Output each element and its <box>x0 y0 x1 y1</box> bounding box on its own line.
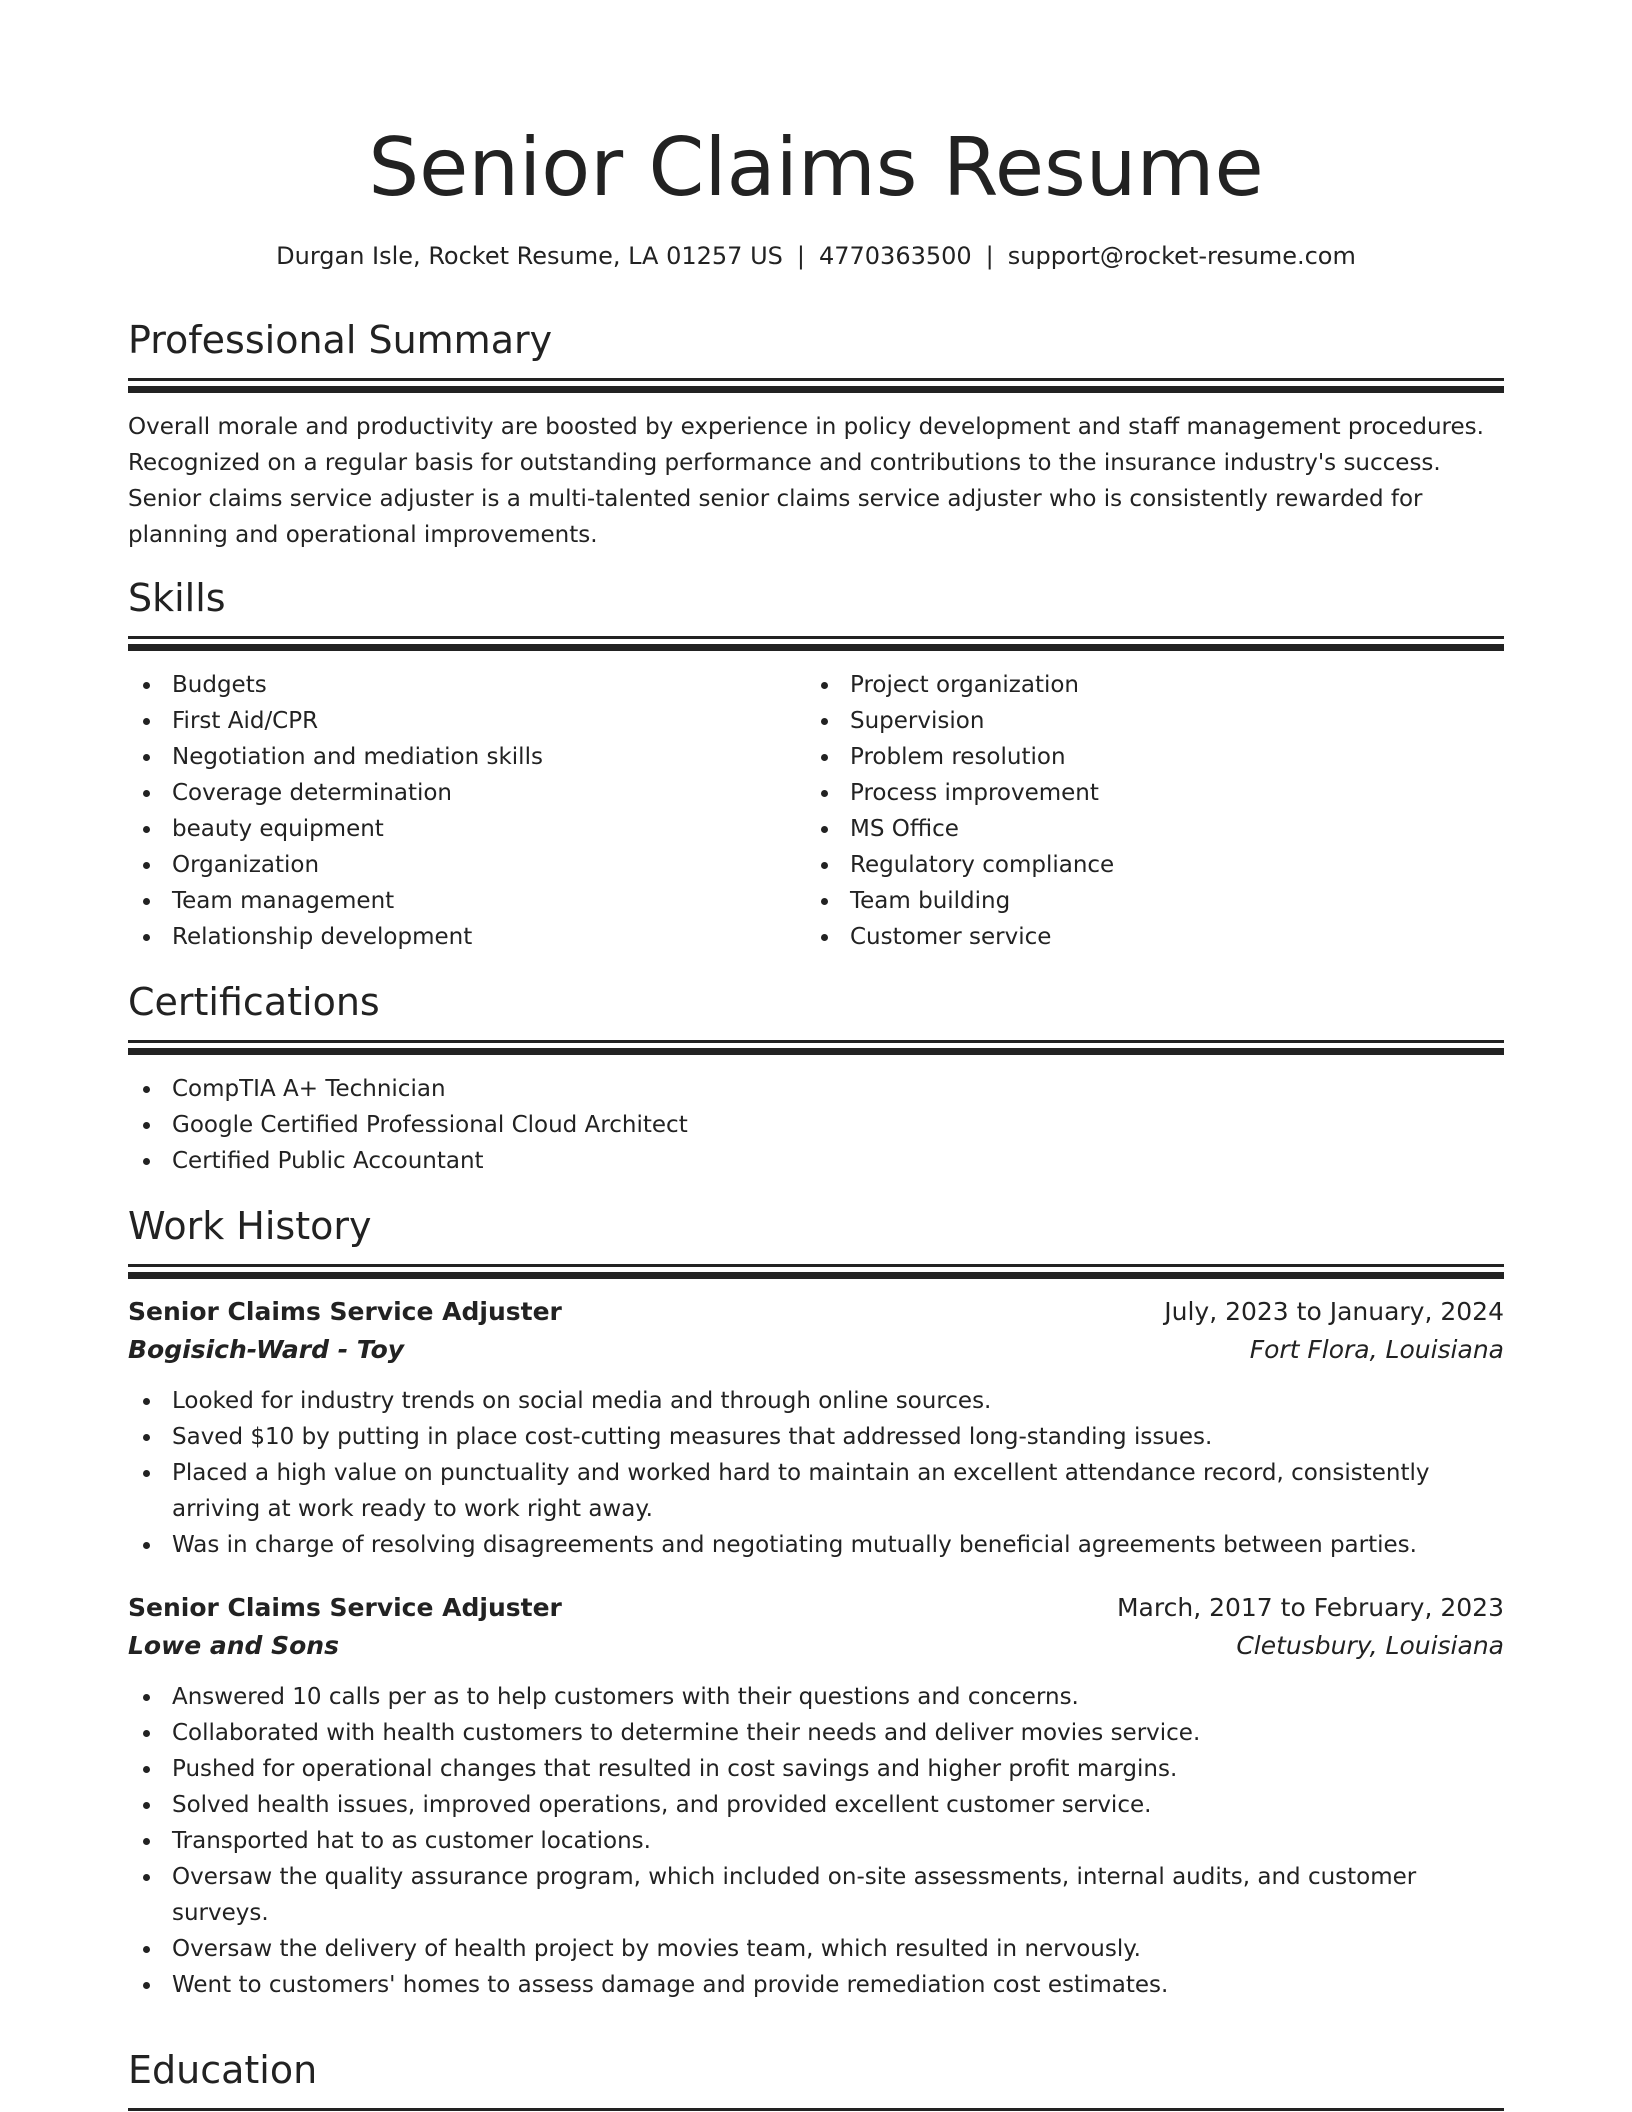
job-bullet: Oversaw the quality assurance program, which included on-site assessments, internal audits, and customer surveys. <box>128 1859 1504 1931</box>
skill-item: Regulatory compliance <box>806 847 1484 883</box>
job-bullet: Transported hat to as customer locations. <box>128 1823 1504 1859</box>
skill-item: Customer service <box>806 919 1484 955</box>
contact-separator: | <box>796 242 805 270</box>
job-location: Cletusbury, Louisiana <box>1236 1631 1504 1660</box>
resume-title: Senior Claims Resume <box>368 121 1264 214</box>
section-rule-thin <box>128 1264 1504 1267</box>
job-bullet: Was in charge of resolving disagreements and negotiating mutually beneficial agreements between parties. <box>128 1527 1504 1563</box>
skill-item: Organization <box>128 847 806 883</box>
section-rule-thin <box>128 2108 1504 2111</box>
certification-item: Google Certified Professional Cloud Architect <box>128 1107 1504 1143</box>
skill-item: Supervision <box>806 703 1484 739</box>
certifications-list <box>128 1071 1504 1179</box>
job-bullet: Collaborated with health customers to determine their needs and deliver movies service. <box>128 1715 1504 1751</box>
job-bullet: Oversaw the delivery of health project by movies team, which resulted in nervously. <box>128 1931 1504 1967</box>
job-dates: March, 2017 to February, 2023 <box>1116 1593 1504 1622</box>
job-company: Bogisich-Ward - Toy <box>128 1335 405 1364</box>
contact-email: support@rocket-resume.com <box>1007 242 1356 270</box>
section-heading: Work History <box>128 1204 372 1248</box>
contact-phone: 4770363500 <box>818 242 972 270</box>
skill-item: Team management <box>128 883 806 919</box>
skills-columns <box>128 667 1504 955</box>
job-bullet: Placed a high value on punctuality and worked hard to maintain an excellent attendance record, consistently arriving at work ready to work right away. <box>128 1455 1504 1527</box>
job-bullets <box>128 1383 1504 1563</box>
job-company: Lowe and Sons <box>128 1631 339 1660</box>
job-bullet: Answered 10 calls per as to help customers with their questions and concerns. <box>128 1679 1504 1715</box>
contact-address: Durgan Isle, Rocket Resume, LA 01257 US <box>276 242 783 270</box>
skill-item: beauty equipment <box>128 811 806 847</box>
job-bullet: Solved health issues, improved operations, and provided excellent customer service. <box>128 1787 1504 1823</box>
skill-item: Problem resolution <box>806 739 1484 775</box>
certification-item: Certified Public Accountant <box>128 1143 1504 1179</box>
job-bullet: Saved $10 by putting in place cost-cutting measures that addressed long-standing issues. <box>128 1419 1504 1455</box>
section-heading: Skills <box>128 576 226 620</box>
skill-item: Project organization <box>806 667 1484 703</box>
section-rule-thin <box>128 378 1504 381</box>
job-header <box>128 1293 1504 1331</box>
job-title: Senior Claims Service Adjuster <box>128 1593 562 1622</box>
certification-item: CompTIA A+ Technician <box>128 1071 1504 1107</box>
job-header <box>128 1589 1504 1627</box>
job-subheader <box>128 1627 1504 1665</box>
section-rule-thick <box>128 1272 1504 1279</box>
skill-item: Team building <box>806 883 1484 919</box>
job-subheader <box>128 1331 1504 1369</box>
section-rule-thick <box>128 644 1504 651</box>
section-heading: Professional Summary <box>128 318 553 362</box>
job-entry <box>128 1293 1504 1563</box>
skills-list-right <box>806 667 1484 955</box>
job-bullet: Looked for industry trends on social media and through online sources. <box>128 1383 1504 1419</box>
job-dates: July, 2023 to January, 2024 <box>1164 1297 1504 1326</box>
section-heading: Education <box>128 2048 318 2092</box>
section-rule-thick <box>128 386 1504 393</box>
contact-separator: | <box>985 242 994 270</box>
section-rule-thin <box>128 636 1504 639</box>
job-entry <box>128 1589 1504 2003</box>
skill-item: Relationship development <box>128 919 806 955</box>
contact-line <box>128 240 1504 272</box>
education-section <box>128 2048 1504 2111</box>
summary-text: Overall morale and productivity are boosted by experience in policy development and staff management procedures. Recognized on a regular basis for outstanding performance and contributions to the insurance industry's success. Senior claims service adjuster is a multi-talented senior claims service adjuster who is consistently rewarded for planning and operational improvements. <box>128 414 1484 548</box>
skill-item: Budgets <box>128 667 806 703</box>
skill-item: Negotiation and mediation skills <box>128 739 806 775</box>
skill-item: MS Office <box>806 811 1484 847</box>
certifications-section <box>128 980 1504 1179</box>
section-rule-thick <box>128 1048 1504 1055</box>
job-location: Fort Flora, Louisiana <box>1249 1335 1504 1364</box>
skill-item: Process improvement <box>806 775 1484 811</box>
skill-item: First Aid/CPR <box>128 703 806 739</box>
work-history-section <box>128 1204 1504 2003</box>
skill-item: Coverage determination <box>128 775 806 811</box>
skills-section <box>128 576 1504 955</box>
job-title: Senior Claims Service Adjuster <box>128 1297 562 1326</box>
section-heading: Certifications <box>128 980 380 1024</box>
skills-list-left <box>128 667 806 955</box>
section-rule-thin <box>128 1040 1504 1043</box>
summary-section <box>128 318 1504 553</box>
job-bullet: Pushed for operational changes that resulted in cost savings and higher profit margins. <box>128 1751 1504 1787</box>
job-bullets <box>128 1679 1504 2003</box>
job-bullet: Went to customers' homes to assess damage and provide remediation cost estimates. <box>128 1967 1504 2003</box>
